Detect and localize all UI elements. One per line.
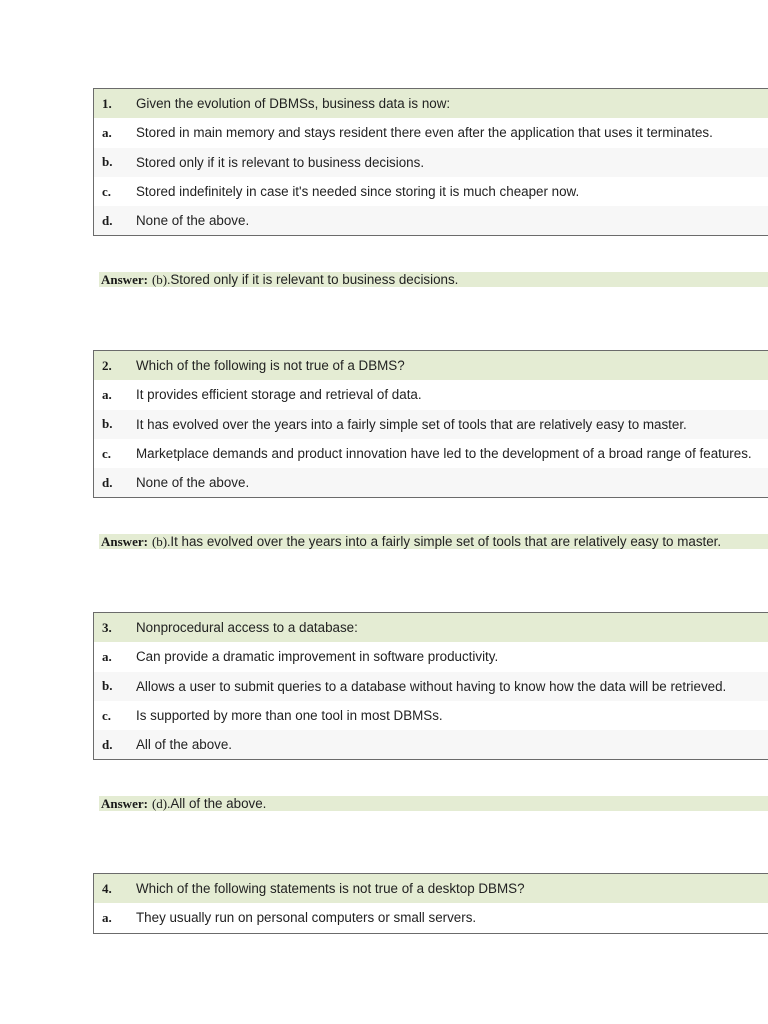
option-letter: a.: [102, 648, 112, 664]
question-text: Nonprocedural access to a database:: [136, 620, 358, 636]
option-text: None of the above.: [136, 213, 250, 229]
question-number: 3.: [102, 619, 112, 635]
option-a: [94, 380, 768, 409]
question-number: 1.: [102, 95, 112, 111]
answer-label: Answer:: [101, 534, 148, 549]
question-text: Which of the following is not true of a DBMS?: [136, 358, 405, 374]
question-number: 4.: [102, 880, 112, 896]
option-b: [94, 410, 768, 439]
option-text: Is supported by more than one tool in most DBMSs.: [136, 708, 443, 724]
answer-label: Answer:: [101, 272, 148, 287]
option-text: Stored only if it is relevant to business decisions.: [136, 154, 425, 170]
question-header: [94, 874, 768, 903]
option-letter: b.: [102, 416, 113, 432]
answer-text: It has evolved over the years into a fairly simple set of tools that are relatively easy to master.: [170, 534, 722, 549]
option-b: [94, 672, 768, 701]
option-text: None of the above.: [136, 475, 250, 491]
option-letter: c.: [102, 707, 112, 723]
question-header: [94, 89, 768, 118]
option-text: It has evolved over the years into a fairly simple set of tools that are relatively easy to master.: [136, 416, 687, 432]
option-letter: a.: [102, 124, 112, 140]
option-b: [94, 148, 768, 177]
option-text: They usually run on personal computers or small servers.: [136, 910, 477, 926]
option-letter: b.: [102, 678, 113, 694]
option-d: [94, 206, 768, 235]
option-c: [94, 439, 768, 468]
answer-letter: (b).: [151, 534, 171, 549]
option-text: Allows a user to submit queries to a database without having to know how the data will be retrieved.: [136, 678, 727, 694]
option-letter: d.: [102, 212, 113, 228]
answer-text: All of the above.: [170, 796, 267, 811]
question-header: [94, 613, 768, 642]
option-letter: c.: [102, 183, 112, 199]
answer-text: Stored only if it is relevant to business decisions.: [170, 272, 459, 287]
option-letter: d.: [102, 474, 113, 490]
option-text: It provides efficient storage and retrieval of data.: [136, 387, 422, 403]
option-d: [94, 468, 768, 497]
answer-3: [99, 796, 768, 811]
option-text: Stored in main memory and stays resident there even after the application that uses it terminates.: [136, 125, 713, 141]
option-c: [94, 177, 768, 206]
option-a: [94, 903, 768, 932]
question-3: [93, 612, 768, 760]
option-a: [94, 118, 768, 147]
question-number: 2.: [102, 357, 112, 373]
answer-label: Answer:: [101, 796, 148, 811]
answer-letter: (d).: [151, 796, 171, 811]
answer-1: [99, 272, 768, 287]
option-letter: a.: [102, 909, 112, 925]
option-a: [94, 642, 768, 671]
answer-letter: (b).: [151, 272, 171, 287]
option-letter: c.: [102, 445, 112, 461]
option-text: Marketplace demands and product innovation have led to the development of a broad range of features.: [136, 446, 752, 462]
question-text: Given the evolution of DBMSs, business data is now:: [136, 96, 451, 112]
option-d: [94, 730, 768, 759]
answer-2: [99, 534, 768, 549]
option-letter: b.: [102, 154, 113, 170]
option-text: All of the above.: [136, 737, 233, 753]
question-4: [93, 873, 768, 934]
question-1: [93, 88, 768, 236]
option-letter: a.: [102, 386, 112, 402]
option-c: [94, 701, 768, 730]
question-2: [93, 350, 768, 498]
question-text: Which of the following statements is not true of a desktop DBMS?: [136, 881, 525, 897]
option-text: Can provide a dramatic improvement in software productivity.: [136, 649, 499, 665]
option-letter: d.: [102, 736, 113, 752]
option-text: Stored indefinitely in case it's needed since storing it is much cheaper now.: [136, 184, 580, 200]
question-header: [94, 351, 768, 380]
